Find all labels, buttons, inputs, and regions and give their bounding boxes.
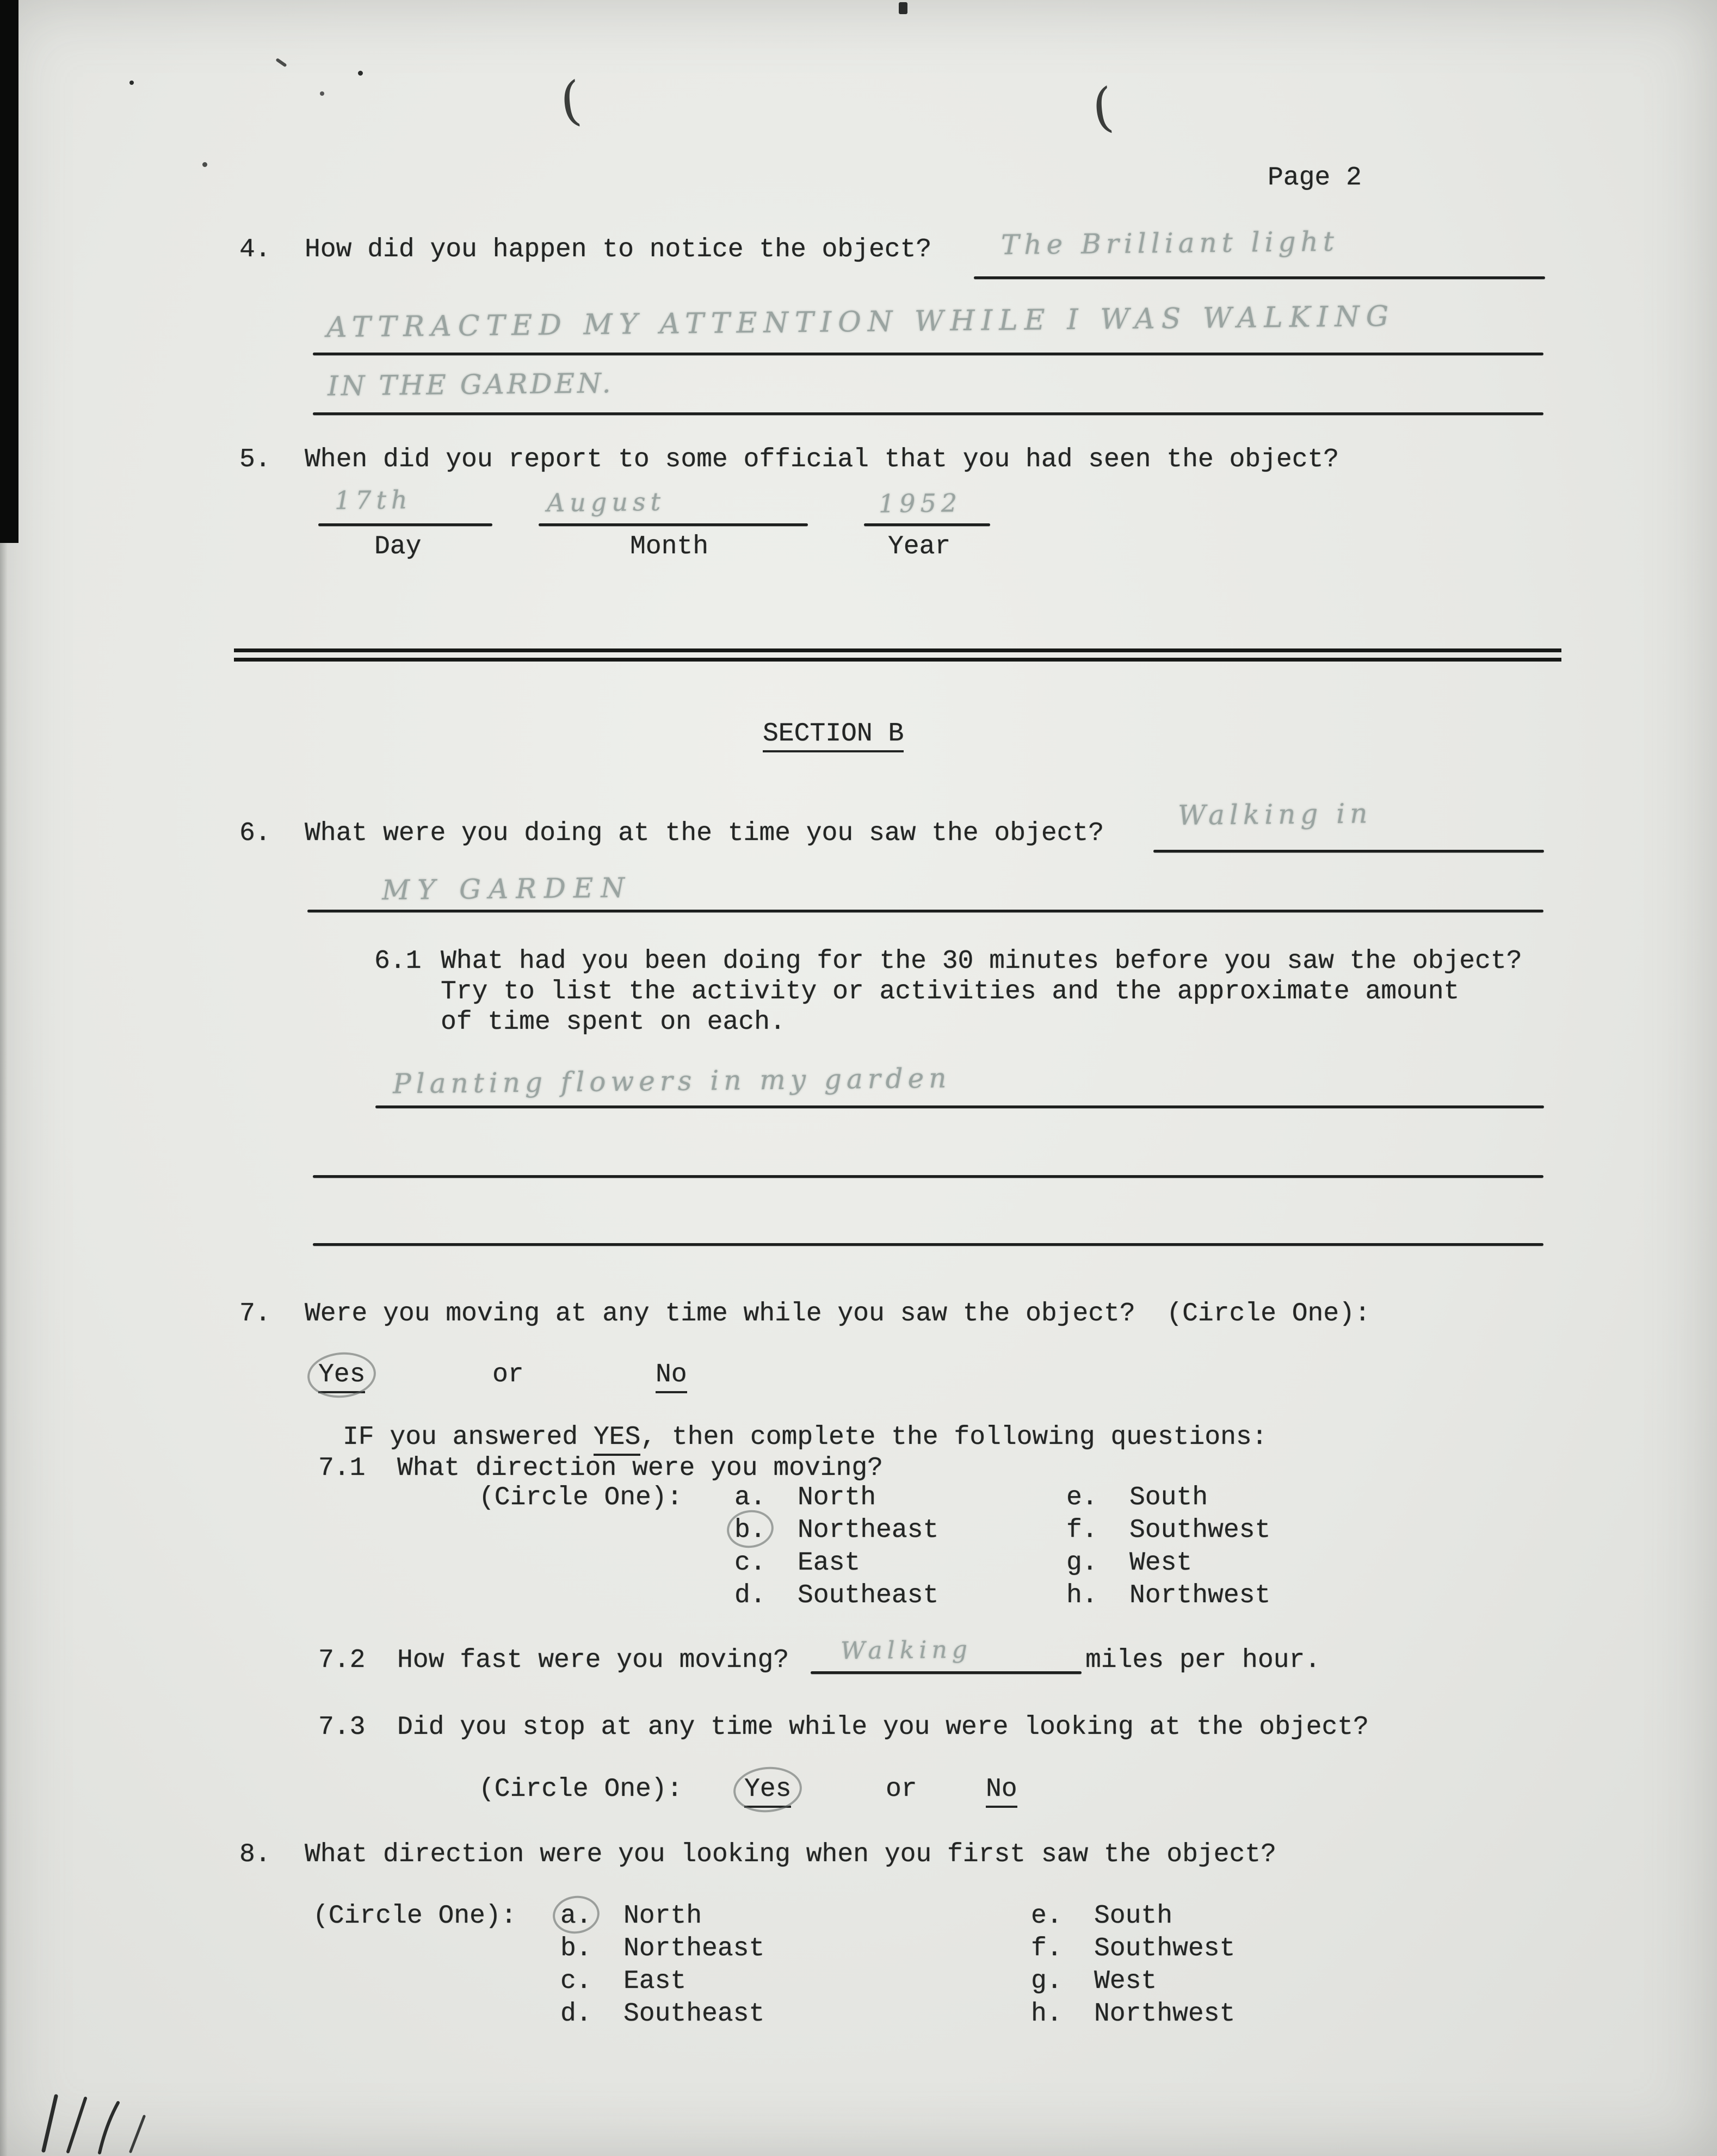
option-label: Southwest	[1094, 1934, 1236, 1963]
option-label: Northwest	[1129, 1581, 1271, 1610]
q6-1-answer-underline-1	[375, 1105, 1544, 1108]
option-key-circled: b.	[734, 1516, 798, 1546]
scan-speck	[320, 91, 324, 96]
option-key: b.	[560, 1934, 592, 1963]
q4-handwritten-answer-line1: The Brilliant light	[1000, 225, 1339, 261]
q7-question: Were you moving at any time while you saw the object? (Circle One):	[305, 1299, 1370, 1329]
q5-handwritten-month: August	[546, 486, 666, 518]
section-b-title-text: SECTION B	[763, 719, 904, 752]
scan-paren-mark-left: (	[557, 70, 584, 133]
q7-1-option-h	[1066, 1581, 1270, 1611]
option-label: West	[1129, 1548, 1193, 1578]
q8-option-a	[560, 1901, 702, 1931]
q6-1-handwritten-answer: Planting flowers in my garden	[392, 1062, 952, 1100]
q8-option-f	[1031, 1934, 1235, 1964]
q4-answer-underline-2	[313, 353, 1543, 355]
q4-handwritten-answer-line2: ATTRACTED MY ATTENTION WHILE I WAS WALKING	[326, 300, 1395, 344]
q6-answer-underline-2	[307, 910, 1543, 912]
q6-1-number: 6.1	[374, 947, 422, 976]
q7-1-number: 7.1	[318, 1454, 366, 1483]
q7-1-option-e	[1066, 1483, 1208, 1513]
section-b-title	[763, 719, 904, 749]
option-key: e.	[1066, 1483, 1098, 1512]
q6-question: What were you doing at the time you saw the object?	[305, 819, 1104, 848]
option-key: d.	[560, 1999, 592, 2029]
q5-year-label: Year	[888, 532, 951, 561]
option-key: c.	[560, 1967, 592, 1996]
q6-handwritten-answer-line2: MY GARDEN	[381, 872, 633, 906]
q7-if-line	[343, 1423, 1267, 1453]
option-label: East	[798, 1548, 861, 1578]
q7-2-suffix: miles per hour.	[1085, 1646, 1321, 1675]
q7-1-option-b	[734, 1516, 938, 1546]
q5-handwritten-day: 17th	[334, 485, 412, 515]
q6-number: 6.	[239, 819, 271, 848]
q7-no-text: No	[656, 1360, 687, 1393]
q8-question: What direction were you looking when you first saw the object?	[305, 1840, 1276, 1869]
q4-answer-underline-1	[974, 276, 1545, 279]
q7-3-question: Did you stop at any time while you were looking at the object?	[397, 1713, 1369, 1742]
q5-month-label: Month	[630, 532, 709, 561]
option-label: South	[1129, 1483, 1208, 1512]
q7-3-or-label: or	[886, 1775, 917, 1804]
option-label: West	[1094, 1967, 1157, 1996]
q6-1-line2: Try to list the activity or activities and the approximate amount	[441, 977, 1460, 1006]
q8-circle-label: (Circle One):	[313, 1901, 517, 1931]
q7-1-option-a	[734, 1483, 876, 1513]
option-label: Southwest	[1129, 1516, 1271, 1545]
scan-edge-shadow	[0, 543, 8, 2156]
q7-3-yes-circled: Yes	[744, 1775, 791, 1808]
q4-number: 4.	[239, 235, 271, 264]
option-key: h.	[1066, 1581, 1098, 1610]
option-label: Northeast	[623, 1934, 765, 1963]
q6-1-line1: What had you been doing for the 30 minutes before you saw the object?	[441, 947, 1522, 976]
option-key: g.	[1066, 1548, 1098, 1578]
q7-2-answer-underline	[811, 1671, 1082, 1674]
q7-if-suffix: , then complete the following questions:	[640, 1423, 1268, 1452]
q4-question: How did you happen to notice the object?	[305, 235, 932, 264]
q6-handwritten-answer-line1: Walking in	[1177, 798, 1373, 831]
q5-day-label: Day	[374, 532, 422, 561]
q5-year-underline	[864, 523, 990, 526]
q8-option-e	[1031, 1901, 1172, 1931]
section-separator-rule	[234, 648, 1561, 662]
q7-yes-option	[318, 1360, 365, 1390]
q4-handwritten-answer-line3: IN THE GARDEN.	[327, 367, 614, 402]
q5-question: When did you report to some official that you had seen the object?	[305, 445, 1339, 474]
q8-option-c	[560, 1967, 686, 1997]
q7-3-no-text: No	[986, 1775, 1017, 1808]
scan-speck	[129, 81, 134, 85]
q7-3-yes-option	[744, 1775, 791, 1805]
q5-month-underline	[539, 523, 808, 526]
q8-option-g	[1031, 1967, 1157, 1997]
q6-1-line3: of time spent on each.	[441, 1008, 786, 1037]
option-key: g.	[1031, 1967, 1063, 1996]
q7-1-option-d	[734, 1581, 938, 1611]
q5-number: 5.	[239, 445, 271, 474]
q7-2-question: How fast were you moving?	[397, 1646, 789, 1675]
q8-option-d	[560, 1999, 764, 2029]
option-key: a.	[734, 1483, 766, 1512]
option-key: d.	[734, 1581, 766, 1610]
q8-option-h	[1031, 1999, 1235, 2029]
option-label: Northwest	[1094, 1999, 1236, 2029]
option-label: South	[1094, 1901, 1173, 1931]
scan-speck	[358, 71, 363, 76]
option-label: Southeast	[623, 1999, 765, 2029]
option-key: c.	[734, 1548, 766, 1578]
q5-handwritten-year: 1952	[878, 488, 962, 518]
q7-1-question: What direction were you moving?	[397, 1454, 883, 1483]
option-label: North	[623, 1901, 702, 1931]
q7-if-yes-underlined: YES	[594, 1423, 640, 1456]
option-key-circled: a.	[560, 1901, 623, 1931]
q7-2-number: 7.2	[318, 1646, 366, 1675]
q7-3-circle-label: (Circle One):	[479, 1775, 683, 1804]
scan-edge-strip	[0, 0, 18, 543]
option-label: East	[623, 1967, 687, 1996]
q7-or-label: or	[492, 1360, 524, 1389]
q6-1-answer-underline-3	[313, 1243, 1543, 1246]
option-label: North	[798, 1483, 876, 1512]
scan-speck	[202, 162, 207, 167]
q7-no-option	[656, 1360, 687, 1390]
page-number-label: Page 2	[1268, 163, 1362, 193]
q7-yes-circled: Yes	[318, 1360, 365, 1393]
q7-3-number: 7.3	[318, 1713, 366, 1742]
option-key: f.	[1066, 1516, 1098, 1545]
q4-answer-underline-3	[313, 412, 1543, 415]
option-key: h.	[1031, 1999, 1063, 2029]
option-label: Northeast	[798, 1516, 939, 1545]
scan-paren-mark-right: (	[1089, 76, 1116, 139]
q8-number: 8.	[239, 1840, 271, 1869]
q5-day-underline	[318, 523, 492, 526]
q6-1-answer-underline-2	[313, 1175, 1543, 1178]
q7-1-circle-label: (Circle One):	[479, 1483, 683, 1512]
q7-if-prefix: IF you answered	[343, 1423, 594, 1452]
q7-2-handwritten-answer: Walking	[840, 1635, 973, 1665]
q8-option-b	[560, 1934, 764, 1964]
option-key: f.	[1031, 1934, 1063, 1963]
scan-speck	[899, 2, 907, 14]
q7-number: 7.	[239, 1299, 271, 1329]
q7-3-no-option	[986, 1775, 1017, 1805]
q7-1-option-f	[1066, 1516, 1270, 1546]
q6-answer-underline-1	[1153, 850, 1544, 852]
q7-1-option-c	[734, 1548, 860, 1578]
q7-1-option-g	[1066, 1548, 1192, 1578]
scan-scribble	[30, 2086, 182, 2154]
option-label: Southeast	[798, 1581, 939, 1610]
option-key: e.	[1031, 1901, 1063, 1931]
